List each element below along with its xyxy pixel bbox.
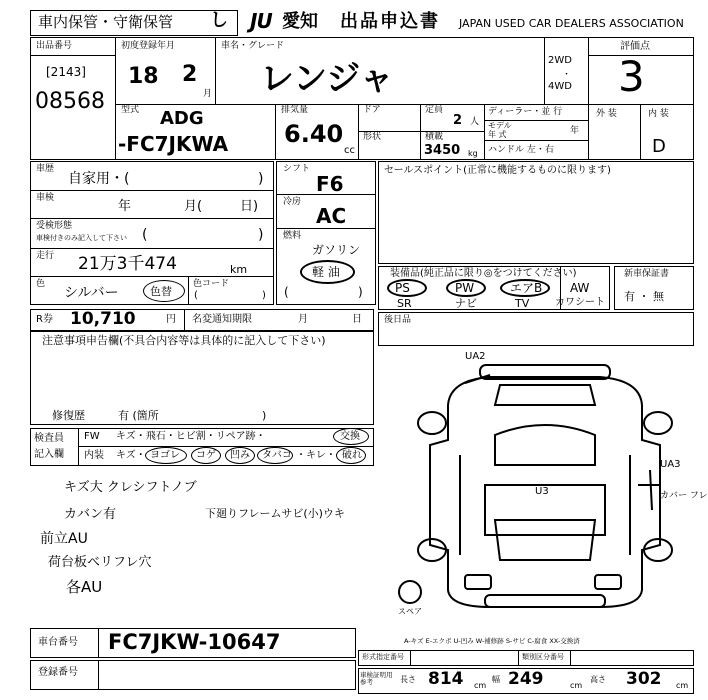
notice-month: 月 [298, 314, 308, 325]
first-reg-month: 2 [182, 62, 198, 87]
fuel-diesel: 軽 油 [312, 265, 340, 279]
type-label: 形式指定番号 [362, 653, 404, 661]
sales-point-frame [378, 161, 694, 264]
assoc-name: JAPAN USED CAR DEALERS ASSOCIATION [459, 17, 684, 30]
dealer-row1: ディーラー・並 行 [488, 107, 563, 117]
form-title: 出品申込書 [340, 11, 440, 32]
rating-int-score: D [652, 136, 666, 157]
ac-label: 冷房 [283, 197, 302, 207]
rating-ext-label: 外 装 [596, 109, 617, 119]
fuel-gas: ガソリン [312, 243, 361, 257]
model-line1: ADG [160, 108, 204, 129]
door-label: ドア [363, 105, 381, 115]
recycle-value: 10,710 [70, 309, 136, 329]
int-circle-1 [145, 447, 187, 464]
width-value: 249 [508, 669, 544, 689]
fuel-open: ( [284, 285, 289, 299]
int-items: キズ・ [116, 450, 146, 461]
int-tail: ・キレ・ [296, 450, 336, 461]
other-label: 後日品 [384, 315, 412, 325]
color-code-label: 色コード [193, 279, 230, 289]
height-label: 高さ [590, 675, 606, 684]
equipment-label: 装備品(純正品に限り◎をつけてください) [390, 268, 577, 279]
equip-airbag: エアB [510, 281, 543, 295]
int-circle-2 [191, 447, 221, 464]
model-label: 型式 [121, 105, 140, 115]
inspection-day: 日) [240, 199, 259, 214]
int-circled-3: 凹み [230, 450, 250, 461]
first-reg-label: 初度登録年月 [121, 41, 176, 51]
storage-text: 車内保管・守衛保管 [38, 13, 174, 31]
fw-items: キズ・飛石・ヒビ割・リペア跡・ [116, 431, 266, 442]
int-circle-4 [257, 447, 293, 464]
chassis-value: FC7JKW-10647 [108, 630, 281, 654]
shift-label: シフト [283, 164, 311, 174]
length-label: 長さ [400, 675, 416, 684]
equip-sr: SR [397, 297, 412, 310]
repair-label: 修復歴 [52, 409, 85, 422]
repair-value: 有 (箇所 [118, 409, 159, 422]
equip-ps: PS [395, 281, 410, 295]
inspector-label2: 記入欄 [34, 449, 64, 460]
ac-value: AC [316, 204, 347, 228]
color-value: シルバー [64, 285, 119, 301]
history-label: 車歴 [36, 164, 55, 174]
model-line2: -FC7JKWA [118, 132, 229, 156]
mileage-label: 走行 [36, 251, 55, 261]
vehicle-diagram [390, 345, 700, 625]
diagram-mark-ua2: UA2 [465, 351, 486, 362]
mileage-value: 21万3千474 [78, 254, 177, 274]
inspection-month: 月( [184, 199, 203, 214]
diagram-mark-cover: カバー フレ [660, 491, 708, 501]
org-name: 愛知 [282, 11, 318, 32]
equip-navi: ナビ [455, 297, 477, 310]
rating-score: 3 [618, 52, 645, 101]
int-last: 破れ [342, 450, 362, 461]
fw-circled: 交換 [340, 431, 360, 442]
sales-point-label: セールスポイント(正常に機能するものに限ります) [384, 165, 611, 176]
lot-bracket: [2143] [46, 65, 86, 79]
recycle-unit: 円 [166, 314, 176, 325]
width-unit: cm [570, 681, 583, 690]
first-reg-month-suffix: 月 [203, 89, 213, 99]
cert-label: 車検証明用 参考 [360, 671, 393, 686]
registration-frame [30, 660, 356, 690]
capacity-value: 2 [453, 113, 463, 128]
car-name-label: 車名・グレード [221, 41, 285, 51]
fuel-close: ) [358, 285, 363, 299]
displacement-value: 6.40 [284, 120, 344, 148]
drive-2wd: 2WD [548, 55, 572, 66]
equip-tv: TV [515, 297, 530, 310]
history-value: 自家用・( [68, 171, 130, 187]
diagram-spare: スペア [398, 607, 422, 616]
capacity-label: 定員 [425, 105, 444, 115]
notice-label: 注意事項申告欄(不具合内容等は具体的に記入して下さい) [42, 334, 326, 347]
load-value: 3450 [424, 143, 461, 158]
ju-logo: JU [250, 9, 272, 33]
length-unit: cm [474, 681, 487, 690]
note-3: 下廻りフレームサビ(小)ウキ [205, 507, 345, 520]
recv-label: 受検形態 [36, 221, 73, 231]
length-value: 814 [428, 669, 464, 689]
chassis-label: 車台番号 [38, 637, 78, 648]
mileage-unit: km [230, 263, 248, 276]
equip-pw: PW [455, 281, 475, 295]
other-frame [378, 312, 694, 346]
repair-close: ) [262, 409, 267, 422]
equip-aw: AW [570, 281, 590, 295]
warranty-value: 有 ・ 無 [624, 290, 664, 303]
displacement-label: 排気量 [281, 105, 309, 115]
dealer-row2a: モデル [488, 121, 512, 130]
warranty-label: 新車保証書 [624, 269, 670, 279]
shift-value: F6 [316, 172, 344, 196]
int-circle-5 [336, 447, 366, 464]
displacement-unit: cc [344, 145, 355, 156]
notice-limit-label: 名変通知期限 [192, 314, 252, 325]
load-unit: kg [468, 149, 478, 158]
diagram-legend: A-キズ E-エクボ U-凹み W-補修跡 S-サビ C-腐食 XX-交換済 [404, 637, 580, 645]
color-change: 色替 [150, 285, 172, 298]
note-4: 前立AU [40, 531, 88, 547]
diagram-mark-u3: U3 [535, 486, 549, 497]
fw-label: FW [84, 431, 100, 442]
int-circle-3 [225, 447, 255, 464]
first-reg-year: 18 [128, 64, 159, 89]
height-unit: cm [676, 681, 689, 690]
note-1: キズ大 クレシフトノブ [64, 480, 197, 495]
capacity-unit: 人 [470, 117, 480, 127]
int-circled-2: コゲ [196, 450, 216, 461]
door-shape-label: 形状 [363, 132, 382, 142]
fw-circled-mark [333, 428, 369, 445]
color-code-open: ( [194, 290, 198, 301]
rating-int-label: 内 装 [648, 109, 669, 119]
int-circled-1: ヨゴレ [150, 450, 180, 461]
rating-label: 評価点 [620, 41, 650, 52]
recv-close: ) [258, 227, 264, 243]
drive-dot: ・ [562, 70, 572, 80]
inspector-label1: 検査員 [34, 433, 64, 444]
dealer-row2b: 年 式 [488, 130, 507, 139]
registration-label: 登録番号 [38, 667, 78, 678]
note-5: 荷台板ベリフレ穴 [48, 555, 152, 570]
note-6: 各AU [66, 578, 103, 596]
equip-seat: カワシート [555, 297, 605, 308]
recv-note: 車検付きのみ記入して下さい [36, 234, 127, 242]
fuel-label: 燃料 [283, 231, 302, 241]
color-label: 色 [36, 279, 46, 289]
height-value: 302 [626, 669, 662, 689]
load-label: 積載 [425, 132, 444, 142]
width-label: 幅 [492, 675, 500, 684]
note-2: カバン有 [64, 507, 117, 522]
car-name-value: レンジャ [260, 59, 394, 99]
recv-open: ( [142, 227, 148, 243]
dealer-row2c: 年 [570, 126, 580, 136]
int-circled-4: タバコ [262, 450, 292, 461]
dealer-row3: ハンドル 左・右 [488, 145, 554, 155]
inspection-year: 年 [118, 199, 132, 214]
storage-mark: し [210, 10, 228, 31]
recycle-label: R券 [36, 314, 53, 325]
lot-number: 08568 [35, 89, 105, 114]
cls-label: 類別区分番号 [522, 653, 564, 661]
color-code-close: ) [262, 290, 266, 301]
int-label: 内装 [84, 450, 104, 461]
diagram-mark-ua3: UA3 [660, 459, 681, 470]
history-close: ) [258, 171, 264, 187]
drive-4wd: 4WD [548, 81, 572, 92]
lot-label: 出品番号 [36, 41, 73, 51]
notice-day: 日 [352, 314, 362, 325]
inspection-label: 車検 [36, 193, 55, 203]
